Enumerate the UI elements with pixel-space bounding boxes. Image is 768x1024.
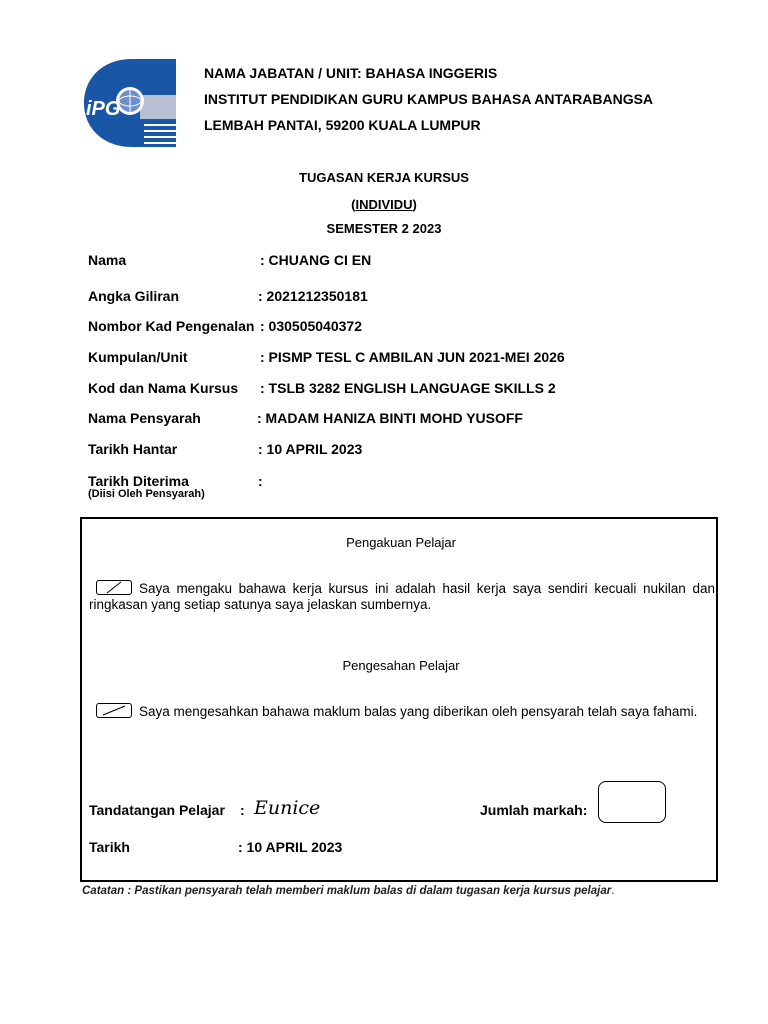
date-value: : 10 APRIL 2023: [238, 839, 343, 855]
field-value-received-date: :: [258, 473, 263, 489]
field-label-name: Nama: [88, 252, 127, 268]
field-value-submit-date: : 10 APRIL 2023: [258, 441, 363, 457]
received-date-note: (Diisi Oleh Pensyarah): [88, 488, 205, 500]
field-value-roll-number: : 2021212350181: [258, 288, 368, 304]
ipg-logo: [82, 57, 178, 149]
field-value-ic-number: : 030505040372: [260, 318, 362, 334]
confirmation-text: Saya mengesahkan bahawa maklum balas yang diberikan oleh pensyarah telah saya fahami.: [139, 704, 698, 719]
logo-text: iPG: [86, 98, 121, 120]
department-line: NAMA JABATAN / UNIT: BAHASA INGGERIS: [204, 65, 498, 81]
field-label-roll-number: Angka Giliran: [88, 288, 180, 304]
document-title: TUGASAN KERJA KURSUS: [299, 170, 469, 185]
student-signature: Eunice: [254, 797, 321, 819]
declaration-box: [80, 517, 718, 882]
signature-colon: :: [240, 802, 245, 818]
institute-line: INSTITUT PENDIDIKAN GURU KAMPUS BAHASA ANTARABANGSA: [204, 91, 654, 107]
confirmation-title: Pengesahan Pelajar: [342, 658, 460, 673]
address-line: LEMBAH PANTAI, 59200 KUALA LUMPUR: [204, 117, 481, 133]
field-label-submit-date: Tarikh Hantar: [88, 441, 178, 457]
field-value-course: : TSLB 3282 ENGLISH LANGUAGE SKILLS 2: [260, 380, 556, 396]
field-label-lecturer: Nama Pensyarah: [88, 410, 201, 426]
field-value-name: : CHUANG CI EN: [260, 252, 372, 268]
date-label: Tarikh: [89, 839, 130, 855]
field-value-group: : PISMP TESL C AMBILAN JUN 2021-MEI 2026: [260, 349, 565, 365]
assignment-type-value: INDIVIDU: [355, 197, 413, 212]
declaration-text: Saya mengaku bahawa kerja kursus ini adalah hasil kerja saya sendiri kecuali nukilan dan ringkasan yang setiap satunya saya jelaskan sumbernya.: [89, 581, 715, 612]
field-label-received-date: Tarikh Diterima: [88, 473, 189, 489]
declaration-title: Pengakuan Pelajar: [346, 535, 456, 550]
signature-label: Tandatangan Pelajar: [89, 802, 225, 818]
field-label-ic-number: Nombor Kad Pengenalan: [88, 318, 255, 334]
field-label-course: Kod dan Nama Kursus: [88, 380, 239, 396]
assignment-type: (INDIVIDU): [351, 197, 417, 212]
field-label-group: Kumpulan/Unit: [88, 349, 188, 365]
semester: SEMESTER 2 2023: [326, 221, 442, 236]
total-marks-label: Jumlah markah:: [480, 802, 588, 818]
field-value-lecturer: : MADAM HANIZA BINTI MOHD YUSOFF: [257, 410, 523, 426]
footer-note: Catatan : Pastikan pensyarah telah memberi maklum balas di dalam tugasan kerja kursus pelajar.: [82, 885, 615, 897]
total-marks-box[interactable]: [598, 781, 666, 823]
